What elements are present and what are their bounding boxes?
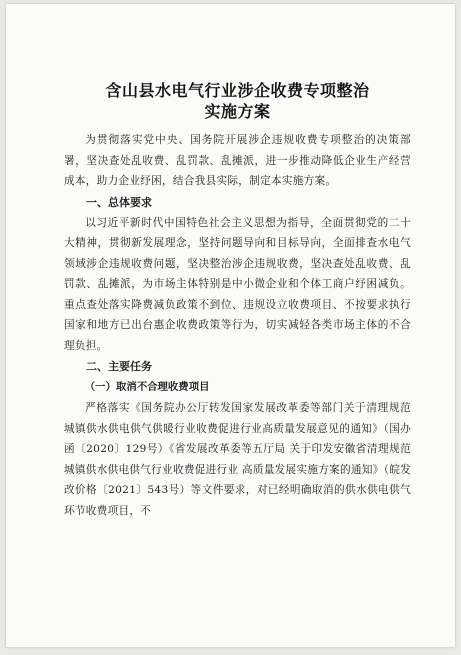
- subsection-1-heading: （一）取消不合理收费项目: [84, 381, 210, 393]
- document-page: [6, 4, 455, 647]
- document-title: [64, 80, 411, 122]
- section-2-heading: 二、主要任务: [86, 360, 152, 373]
- document-body: [64, 80, 411, 521]
- section-1-heading: 一、总体要求: [86, 195, 152, 209]
- intro-paragraph: 为贯彻落实党中央、国务院开展涉企违规收费专项整治的决策部署，坚决查处乱收费、乱罚款、乱摊派，进一步推动降低企业生产经营成本，助力企业纾困，结合我县实际，制定本实施方案。: [64, 134, 411, 187]
- document-title-line-1: 含山县水电气行业涉企收费专项整治: [105, 81, 370, 100]
- document-title-line-2: 实施方案: [204, 102, 271, 121]
- section-1-paragraph: 以习近平新时代中国特色社会主义思想为指导，全面贯彻党的二十大精神，贯彻新发展理念，坚持问题导向和目标导向，全面排查水电气领域涉企违规收费问题，坚决整治涉企违规收费，坚决查处乱收费、乱罚款、乱摊派，为市场主体特别是中小微企业和个体工商户纾困减负。重点查处落实降费减负政策不到位、违规设立收费项目、不按要求执行国家和地方已出台惠企收费政策等行为，切实减轻各类市场主体的不合理负担。: [64, 216, 411, 352]
- subsection-1-paragraph: 严格落实《国务院办公厅转发国家发展改革委等部门关于清理规范城镇供水供电供气供暖行业收费促进行业高质量发展意见的通知》（国办函〔2020〕129号）《省发展改革委等五厅局 关于印发安徽省清理规范城镇供水供电供气行业收费促进行业 高质量发展实施方案的通知》（皖发改价格〔2021〕543号）等文件要求，对已经明确取消的供水供电供气环节收费项目，不: [64, 402, 411, 517]
